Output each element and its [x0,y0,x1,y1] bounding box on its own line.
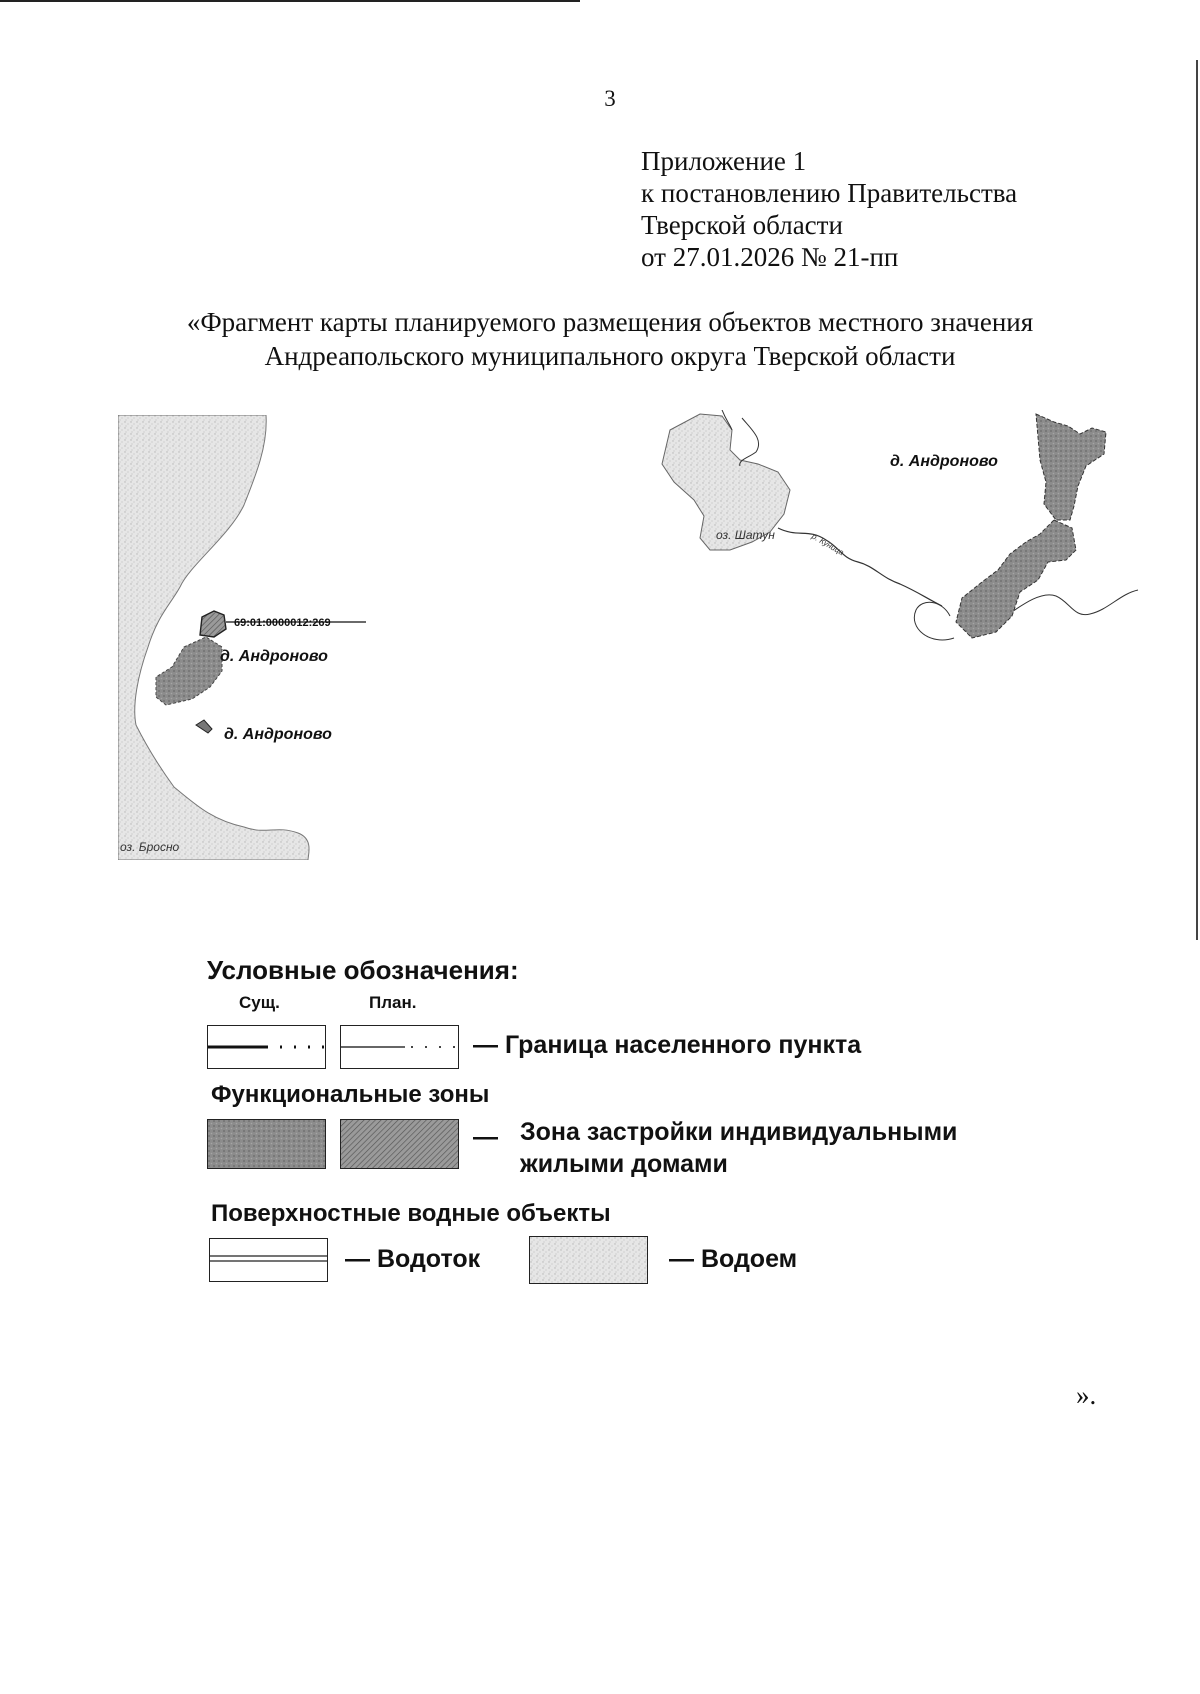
village-label-1: д. Андроново [220,648,328,665]
river-south-loop [914,602,954,640]
lake-label-brosno: оз. Бросно [120,840,180,854]
settlement-zone-small [200,611,226,637]
settlement-zone-left [156,637,222,705]
title-line-2: Андреапольского муниципального округа Тверской области [264,341,956,371]
legend-watercourse [209,1238,328,1282]
legend-waterbody-label: — Водоем [669,1245,798,1273]
legend-zones-heading: Функциональные зоны [211,1081,490,1108]
legend-waterbody [529,1236,648,1284]
legend-watercourse-label: — Водоток [345,1245,481,1273]
closing-quote: ». [1076,1380,1097,1410]
map-left-drawing [118,415,368,860]
river-label: р. Куница [810,531,846,558]
watercourse-symbol [210,1239,327,1281]
legend-zone-label-2: жилыми домами [520,1150,728,1178]
river-east [1000,590,1138,620]
legend-boundary-label: — Граница населенного пункта [473,1031,862,1059]
scan-right-edge [1196,60,1198,940]
zone-planned-swatch [341,1120,458,1168]
appendix-header [641,145,1017,273]
waterbody-swatch [530,1237,647,1283]
legend-zone-existing [207,1119,326,1169]
boundary-planned-symbol [341,1026,458,1068]
page-number: 3 [604,86,616,111]
title-line-1: «Фрагмент карты планируемого размещения объектов местного значения [186,307,1034,337]
settlement-zone-south [956,520,1076,638]
scan-top-edge [0,0,580,2]
settlement-zone-north [1036,414,1106,520]
boundary-existing-symbol [208,1026,325,1068]
legend-boundary-existing [207,1025,326,1069]
legend-boundary-planned [340,1025,459,1069]
legend-zone-planned [340,1119,459,1169]
map-fragment-right [660,410,1140,700]
village-label-2: д. Андроново [224,726,332,743]
appendix-line-2: к постановлению Правительства [641,178,1018,208]
legend-heading: Условные обозначения: [207,955,519,985]
appendix-line-3: Тверской области [641,210,843,240]
river-kunitsa [778,528,942,606]
document-title [100,305,1120,373]
village-label-right: д. Андроново [890,453,998,470]
lake-label-shatun: оз. Шатун [716,528,775,542]
legend-water-heading: Поверхностные водные объекты [211,1200,611,1227]
legend-zone-label-1: Зона застройки индивидуальными [520,1118,958,1146]
zone-existing-swatch [208,1120,325,1168]
cadastral-number: 69:01:0000012:269 [234,617,331,629]
legend-col-planned: План. [369,993,417,1012]
legend-col-existing: Сущ. [239,993,280,1012]
appendix-line-1: Приложение 1 [641,146,807,176]
appendix-line-4: от 27.01.2026 № 21-пп [641,242,899,272]
map-fragment-left [118,415,368,860]
village-marker-icon [196,720,212,733]
